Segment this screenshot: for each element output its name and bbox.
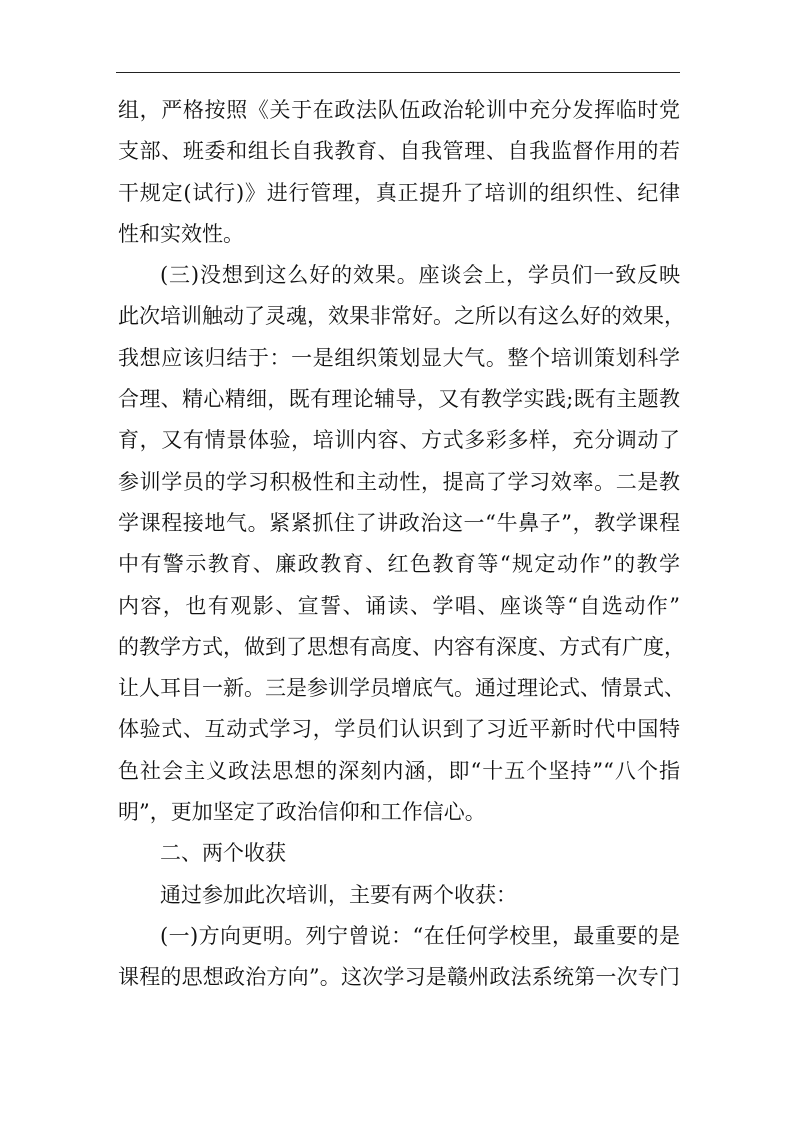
text-line: 通过参加此次培训，主要有两个收获： <box>160 882 517 907</box>
text-line: 的教学方式，做到了思想有高度、内容有深度、方式有广度， <box>118 634 685 659</box>
text-line: 中有警示教育、廉政教育、红色教育等“规定动作”的教学 <box>118 552 680 577</box>
text-line: 明”，更加坚定了政治信仰和工作信心。 <box>118 800 486 825</box>
text-line: 内容，也有观影、宣誓、诵读、学唱、座谈等“自选动作” <box>118 593 680 618</box>
text-line: 合理、精心精细，既有理论辅导，又有教学实践;既有主题教 <box>118 387 680 412</box>
text-line: 育，又有情景体验，培训内容、方式多彩多样，充分调动了 <box>118 428 680 453</box>
text-line: 性和实效性。 <box>118 221 244 246</box>
text-line: 色社会主义政法思想的深刻内涵，即“十五个坚持”“八个指 <box>118 758 680 783</box>
text-line: 组，严格按照《关于在政法队伍政治轮训中充分发挥临时党 <box>118 98 680 122</box>
text-line: (三)没想到这么好的效果。座谈会上，学员们一致反映 <box>160 263 680 288</box>
text-line: 体验式、互动式学习，学员们认识到了习近平新时代中国特 <box>118 717 680 742</box>
text-line: 此次培训触动了灵魂，效果非常好。之所以有这么好的效果， <box>118 304 685 329</box>
text-line: (一)方向更明。列宁曾说：“在任何学校里，最重要的是 <box>160 923 680 948</box>
text-line: 课程的思想政治方向”。这次学习是赣州政法系统第一次专门 <box>118 965 680 990</box>
text-line: 干规定(试行)》进行管理，真正提升了培训的组织性、纪律 <box>118 180 680 205</box>
text-line: 让人耳目一新。三是参训学员增底气。通过理论式、情景式、 <box>118 676 685 701</box>
text-line: 学课程接地气。紧紧抓住了讲政治这一“牛鼻子”，教学课程 <box>118 510 680 535</box>
text-line: 参训学员的学习积极性和主动性，提高了学习效率。二是教 <box>118 469 680 494</box>
text-line: 二、两个收获 <box>160 841 286 866</box>
header-rule <box>116 72 680 73</box>
text-line: 支部、班委和组长自我教育、自我管理、自我监督作用的若 <box>118 139 680 164</box>
text-line: 我想应该归结于：一是组织策划显大气。整个培训策划科学 <box>118 345 680 370</box>
document-body <box>118 90 685 999</box>
